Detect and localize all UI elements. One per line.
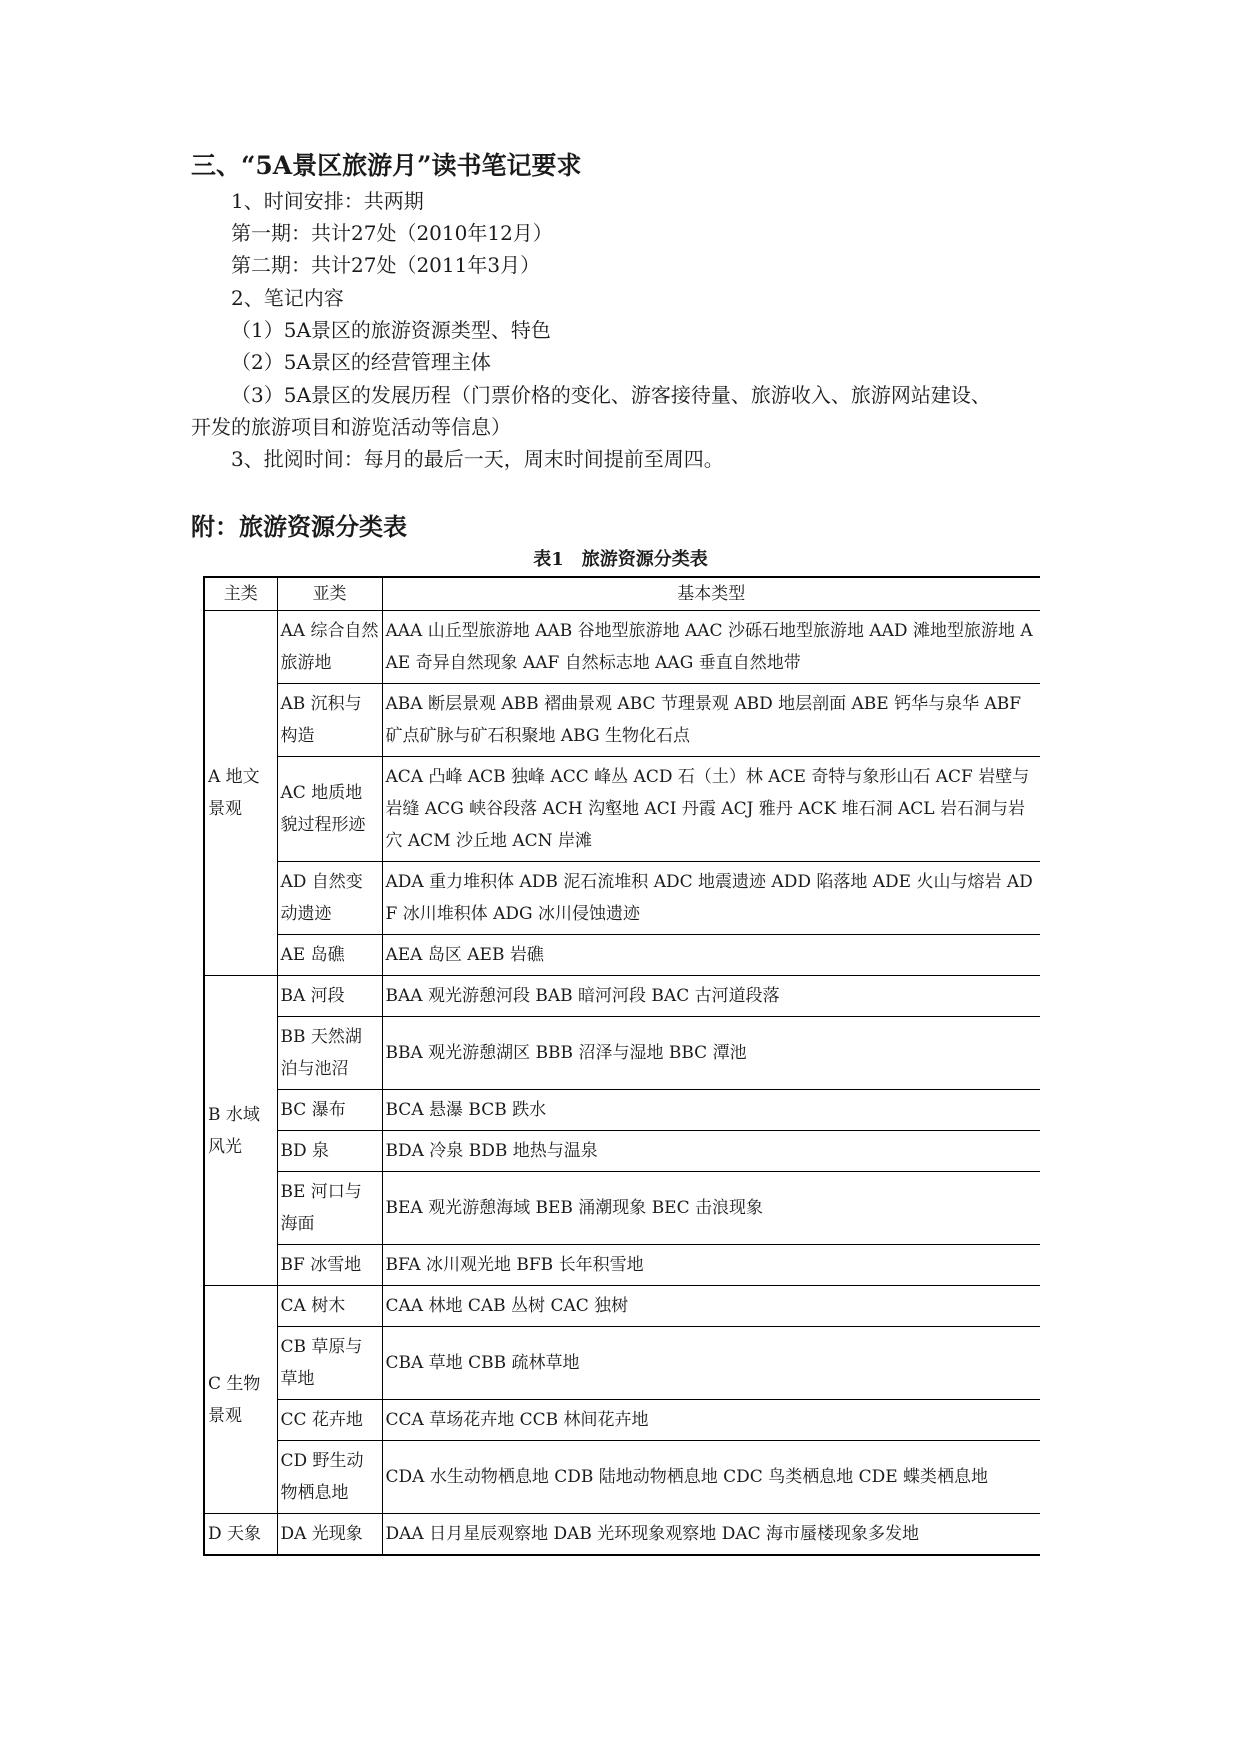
paragraph-line: （3）5A景区的发展历程（门票价格的变化、游客接待量、旅游收入、旅游网站建设、 [231, 383, 991, 407]
table-row [204, 1441, 1040, 1514]
sub-class-cell: AE 岛礁 [277, 935, 382, 976]
table-row [204, 1245, 1040, 1286]
basic-type-cell: CAA 林地 CAB 丛树 CAC 独树 [382, 1286, 1040, 1327]
basic-type-cell: BFA 冰川观光地 BFB 长年积雪地 [382, 1245, 1040, 1286]
sub-class-cell: BC 瀑布 [277, 1090, 382, 1131]
basic-type-cell: ADA 重力堆积体 ADB 泥石流堆积 ADC 地震遗迹 ADD 陷落地 ADE 火山与熔岩 ADF 冰川堆积体 ADG 冰川侵蚀遗迹 [382, 862, 1040, 935]
paragraph-line: （1）5A景区的旅游资源类型、特色 [231, 318, 551, 342]
main-class-cell: C 生物景观 [204, 1286, 277, 1514]
basic-type-cell: AAA 山丘型旅游地 AAB 谷地型旅游地 AAC 沙砾石地型旅游地 AAD 滩地型旅游地 AAE 奇异自然现象 AAF 自然标志地 AAG 垂直自然地带 [382, 611, 1040, 684]
resource-classification-table [203, 576, 1040, 1556]
table-row [204, 1400, 1040, 1441]
table-row [204, 935, 1040, 976]
basic-type-cell: CCA 草场花卉地 CCB 林间花卉地 [382, 1400, 1040, 1441]
sub-class-cell: CD 野生动物栖息地 [277, 1441, 382, 1514]
basic-type-cell: CDA 水生动物栖息地 CDB 陆地动物栖息地 CDC 鸟类栖息地 CDE 蝶类栖息地 [382, 1441, 1040, 1514]
basic-type-cell: BBA 观光游憩湖区 BBB 沼泽与湿地 BBC 潭池 [382, 1017, 1040, 1090]
sub-class-cell: BF 冰雪地 [277, 1245, 382, 1286]
table-header-row [204, 577, 1040, 611]
header-basic-type: 基本类型 [382, 577, 1040, 611]
sub-class-cell: AD 自然变动遗迹 [277, 862, 382, 935]
paragraph-line: 第二期：共计27处（2011年3月） [231, 253, 541, 277]
paragraph-line: 3、批阅时间：每月的最后一天，周末时间提前至周四。 [231, 447, 724, 471]
main-class-cell: D 天象 [204, 1514, 277, 1556]
sub-class-cell: BA 河段 [277, 976, 382, 1017]
header-sub-class: 亚类 [277, 577, 382, 611]
basic-type-cell: DAA 日月星辰观察地 DAB 光环现象观察地 DAC 海市蜃楼现象多发地 [382, 1514, 1040, 1556]
sub-class-cell: CB 草原与草地 [277, 1327, 382, 1400]
table-row [204, 757, 1040, 862]
paragraph-line: 1、时间安排：共两期 [231, 189, 424, 213]
main-class-cell: A 地文景观 [204, 611, 277, 976]
sub-class-cell: BD 泉 [277, 1131, 382, 1172]
table-row [204, 976, 1040, 1017]
table-row [204, 1017, 1040, 1090]
sub-class-cell: BB 天然湖泊与池沼 [277, 1017, 382, 1090]
sub-class-cell: AC 地质地貌过程形迹 [277, 757, 382, 862]
table-row [204, 1090, 1040, 1131]
basic-type-cell: BEA 观光游憩海域 BEB 涌潮现象 BEC 击浪现象 [382, 1172, 1040, 1245]
basic-type-cell: CBA 草地 CBB 疏林草地 [382, 1327, 1040, 1400]
basic-type-cell: ABA 断层景观 ABB 褶曲景观 ABC 节理景观 ABD 地层剖面 ABE 钙华与泉华 ABF 矿点矿脉与矿石积聚地 ABG 生物化石点 [382, 684, 1040, 757]
main-class-cell: B 水域风光 [204, 976, 277, 1286]
table-row [204, 1286, 1040, 1327]
appendix-title: 附：旅游资源分类表 [191, 512, 407, 541]
sub-class-cell: CC 花卉地 [277, 1400, 382, 1441]
paragraph-line: 第一期：共计27处（2010年12月） [231, 221, 553, 245]
basic-type-cell: BAA 观光游憩河段 BAB 暗河河段 BAC 古河道段落 [382, 976, 1040, 1017]
sub-class-cell: DA 光现象 [277, 1514, 382, 1556]
paragraph-line: 开发的旅游项目和游览活动等信息） [191, 415, 511, 439]
table-row [204, 1172, 1040, 1245]
header-main-class: 主类 [204, 577, 277, 611]
paragraph-line: （2）5A景区的经营管理主体 [231, 350, 491, 374]
sub-class-cell: AB 沉积与构造 [277, 684, 382, 757]
resource-table-wrapper [203, 576, 1040, 1556]
basic-type-cell: AEA 岛区 AEB 岩礁 [382, 935, 1040, 976]
sub-class-cell: BE 河口与海面 [277, 1172, 382, 1245]
table-caption: 表1 旅游资源分类表 [533, 549, 708, 570]
paragraph-line: 2、笔记内容 [231, 286, 344, 310]
table-row [204, 862, 1040, 935]
sub-class-cell: CA 树木 [277, 1286, 382, 1327]
table-row [204, 611, 1040, 684]
table-row [204, 1514, 1040, 1556]
basic-type-cell: ACA 凸峰 ACB 独峰 ACC 峰丛 ACD 石（土）林 ACE 奇特与象形山石 ACF 岩壁与岩缝 ACG 峡谷段落 ACH 沟壑地 ACI 丹霞 ACJ 雅丹 ACK 堆石洞 ACL 岩石洞与岩穴 ACM 沙丘地 ACN 岸滩 [382, 757, 1040, 862]
table-row [204, 684, 1040, 757]
sub-class-cell: AA 综合自然旅游地 [277, 611, 382, 684]
section-title: 三、“5A景区旅游月”读书笔记要求 [191, 151, 582, 180]
basic-type-cell: BCA 悬瀑 BCB 跌水 [382, 1090, 1040, 1131]
table-row [204, 1131, 1040, 1172]
table-row [204, 1327, 1040, 1400]
basic-type-cell: BDA 冷泉 BDB 地热与温泉 [382, 1131, 1040, 1172]
